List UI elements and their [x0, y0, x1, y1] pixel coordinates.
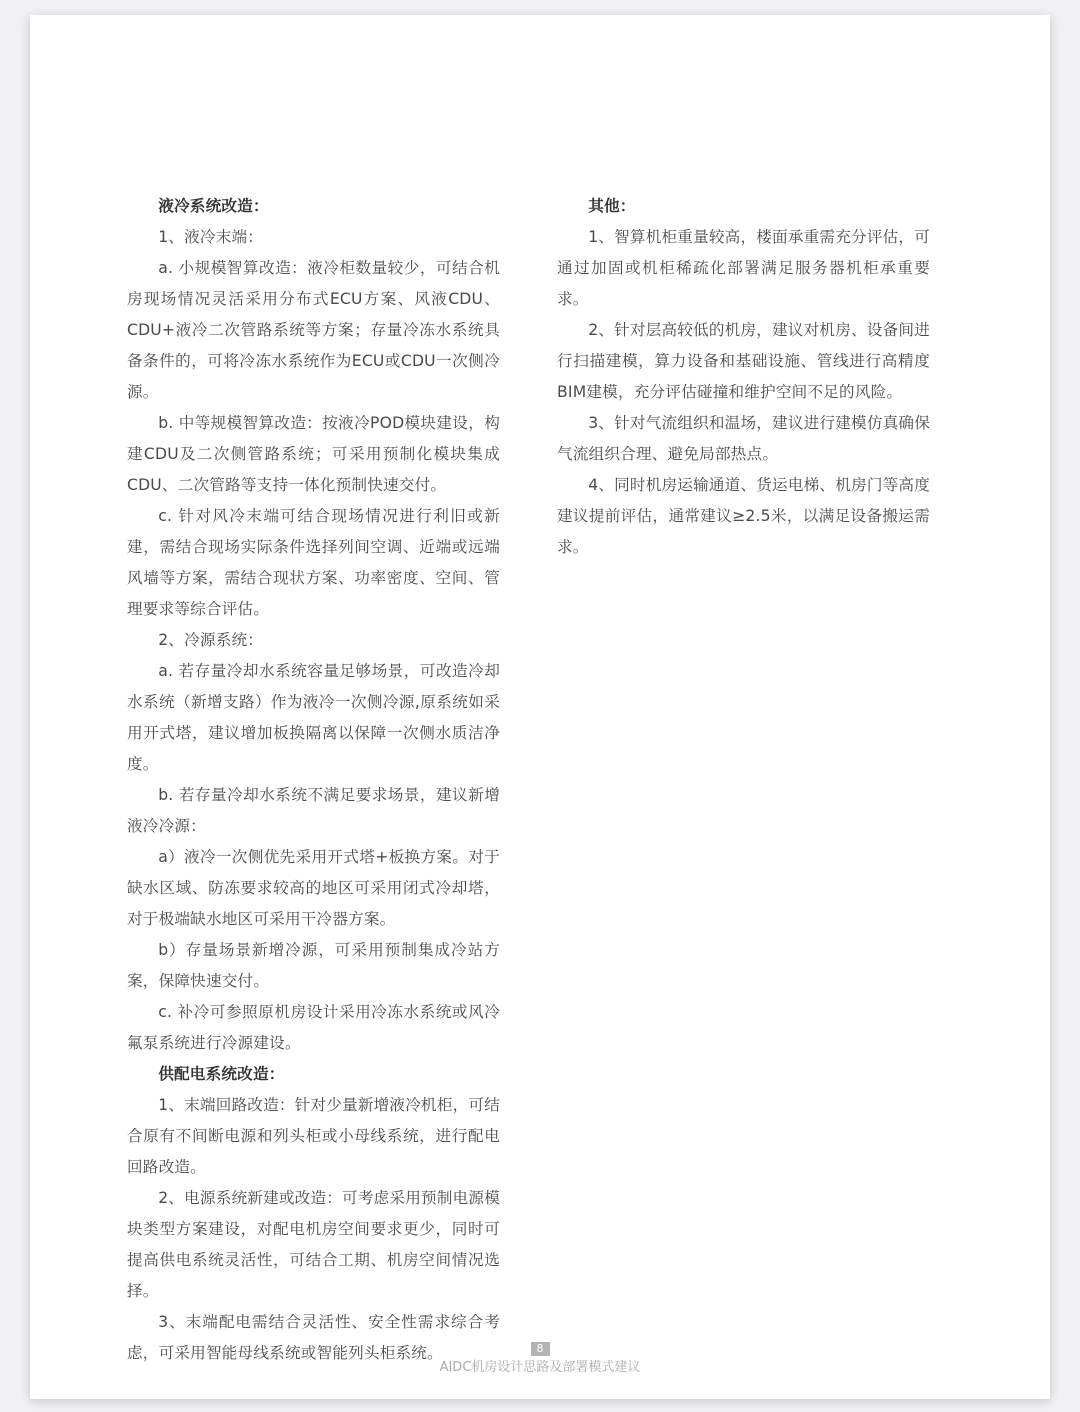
page-number: 8	[531, 1342, 550, 1356]
paragraph: 4、同时机房运输通道、货运电梯、机房门等高度建议提前评估，通常建议≥2.5米，以满足设备搬运需求。	[557, 476, 930, 556]
section-heading-other: 其他：	[588, 197, 636, 215]
paragraph: 3、末端配电需结合灵活性、安全性需求综合考虑，可采用智能母线系统或智能列头柜系统。	[127, 1313, 500, 1362]
footer-title: AIDC机房设计思路及部署模式建议	[439, 1360, 641, 1375]
paragraph: c. 补冷可参照原机房设计采用冷冻水系统或风冷氟泵系统进行冷源建设。	[127, 1003, 500, 1052]
left-column	[127, 191, 500, 1369]
section-heading-liquid-cooling: 液冷系统改造：	[158, 197, 269, 215]
paragraph: a. 小规模智算改造：液冷柜数量较少，可结合机房现场情况灵活采用分布式ECU方案、风液CDU、CDU+液冷二次管路系统等方案；存量冷冻水系统具备条件的，可将冷冻水系统作为ECU或CDU一次侧冷源。	[127, 259, 500, 401]
paragraph: 2、电源系统新建或改造：可考虑采用预制电源模块类型方案建设，对配电机房空间要求更少，同时可提高供电系统灵活性，可结合工期、机房空间情况选择。	[127, 1189, 500, 1300]
paragraph: b. 中等规模智算改造：按液冷POD模块建设，构建CDU及二次侧管路系统；可采用预制化模块集成CDU、二次管路等支持一体化预制快速交付。	[127, 414, 500, 494]
subheading-liquid-terminal: 1、液冷末端：	[158, 228, 264, 246]
paragraph: a. 若存量冷却水系统容量足够场景，可改造冷却水系统（新增支路）作为液冷一次侧冷源,原系统如采用开式塔，建议增加板换隔离以保障一次侧水质洁净度。	[127, 662, 500, 773]
right-column	[557, 191, 930, 563]
section-heading-power-distribution: 供配电系统改造：	[158, 1065, 285, 1083]
paragraph: a）液冷一次侧优先采用开式塔+板换方案。对于缺水区域、防冻要求较高的地区可采用闭式冷却塔，对于极端缺水地区可采用干冷器方案。	[127, 848, 500, 928]
subheading-cold-source: 2、冷源系统：	[158, 631, 264, 649]
paragraph: 3、针对气流组织和温场，建议进行建模仿真确保气流组织合理、避免局部热点。	[557, 414, 930, 463]
paragraph: 1、智算机柜重量较高，楼面承重需充分评估，可通过加固或机柜稀疏化部署满足服务器机柜承重要求。	[557, 228, 930, 308]
page-footer	[30, 1337, 1050, 1377]
paragraph: c. 针对风冷末端可结合现场情况进行利旧或新建，需结合现场实际条件选择列间空调、近端或远端风墙等方案，需结合现状方案、功率密度、空间、管理要求等综合评估。	[127, 507, 500, 618]
document-page	[30, 15, 1050, 1399]
paragraph: b）存量场景新增冷源，可采用预制集成冷站方案，保障快速交付。	[127, 941, 500, 990]
paragraph: 1、末端回路改造：针对少量新增液冷机柜，可结合原有不间断电源和列头柜或小母线系统，进行配电回路改造。	[127, 1096, 500, 1176]
paragraph: b. 若存量冷却水系统不满足要求场景，建议新增液冷冷源：	[127, 786, 500, 835]
paragraph: 2、针对层高较低的机房，建议对机房、设备间进行扫描建模，算力设备和基础设施、管线进行高精度BIM建模，充分评估碰撞和维护空间不足的风险。	[557, 321, 930, 401]
